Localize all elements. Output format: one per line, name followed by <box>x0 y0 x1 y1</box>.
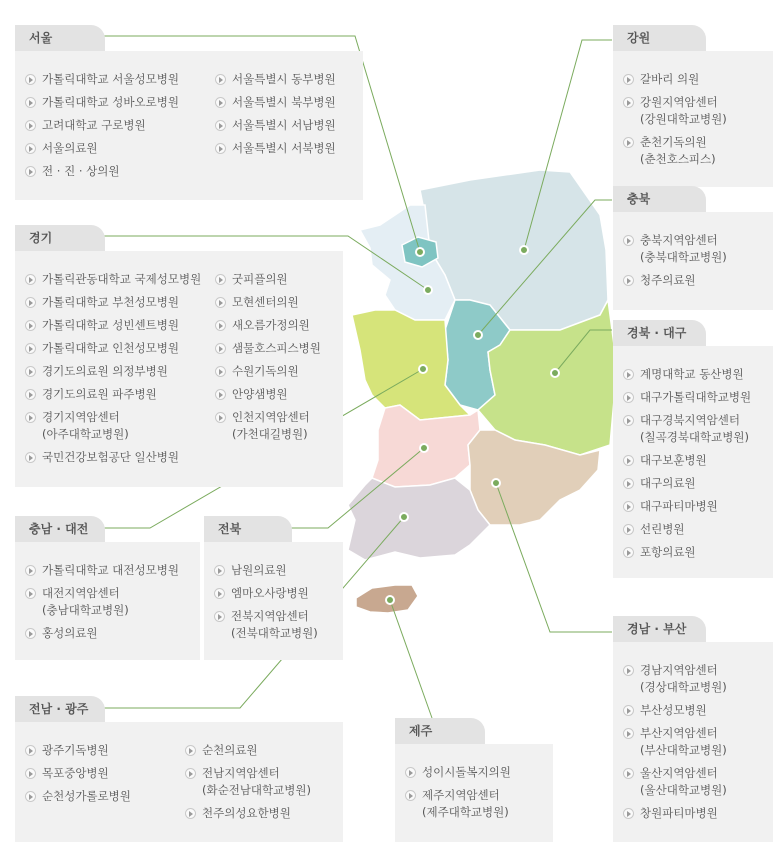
hospital-subname: (경상대학교병원) <box>640 680 727 694</box>
hospital-name: 모현센터의원 <box>232 295 299 309</box>
hospital-name: 대전지역암센터 <box>42 586 120 600</box>
bullet-arrow-icon <box>185 745 196 756</box>
hospital-link[interactable] <box>623 389 751 406</box>
hospital-name: 인천지역암센터 <box>232 410 310 424</box>
bullet-arrow-icon <box>405 790 416 801</box>
hospital-link[interactable] <box>185 765 311 799</box>
hospital-link[interactable] <box>215 340 321 357</box>
bullet-arrow-icon <box>215 97 226 108</box>
bullet-arrow-icon <box>215 143 226 154</box>
hospital-name: 광주기독병원 <box>42 743 109 757</box>
hospital-name: 순천의료원 <box>202 743 258 757</box>
hospital-link[interactable] <box>215 317 321 334</box>
bullet-arrow-icon <box>25 120 36 131</box>
hospital-link[interactable] <box>25 140 179 157</box>
region-panel-jeonnam <box>15 722 343 842</box>
hospital-name: 새오름가정의원 <box>232 318 310 332</box>
bullet-arrow-icon <box>25 143 36 154</box>
hospital-subname: (춘천호스피스) <box>640 152 716 166</box>
hospital-name: 서울특별시 북부병원 <box>232 95 336 109</box>
hospital-name: 서울특별시 서북병원 <box>232 141 336 155</box>
hospital-name: 대구보훈병원 <box>640 453 707 467</box>
hospital-subname: (부산대학교병원) <box>640 743 727 757</box>
hospital-link[interactable] <box>405 787 511 821</box>
hospital-link[interactable] <box>623 71 727 88</box>
hospital-name: 계명대학교 동산병원 <box>640 367 744 381</box>
hospital-link[interactable] <box>623 521 751 538</box>
hospital-subname: (강원대학교병원) <box>640 112 727 126</box>
hospital-name: 가톨릭대학교 성빈센트병원 <box>42 318 179 332</box>
hospital-link[interactable] <box>215 140 336 157</box>
hospital-list <box>405 764 511 827</box>
region-tab-gyeongbuk[interactable] <box>613 320 706 346</box>
leader-jeju <box>390 600 432 718</box>
region-tab-chungnam[interactable] <box>15 516 105 542</box>
hospital-link[interactable] <box>623 366 751 383</box>
dot-jeonbuk[interactable] <box>420 444 428 452</box>
hospital-link[interactable] <box>25 294 201 311</box>
bullet-arrow-icon <box>214 565 225 576</box>
bullet-arrow-icon <box>215 320 226 331</box>
hospital-subname: (아주대학교병원) <box>42 427 129 441</box>
region-title: 제주 <box>409 724 433 738</box>
hospital-subname: (화순전남대학교병원) <box>202 783 311 797</box>
region-tab-seoul[interactable] <box>15 25 105 51</box>
hospital-name: 춘천기독의원 <box>640 135 707 149</box>
region-panel-gyeongbuk <box>613 346 773 578</box>
hospital-name: 샘물호스피스병원 <box>232 341 321 355</box>
hospital-name: 대구경북지역암센터 <box>640 413 740 427</box>
hospital-link[interactable] <box>185 742 311 759</box>
hospital-link[interactable] <box>215 386 321 403</box>
dot-seoul[interactable] <box>416 248 424 256</box>
region-tab-gangwon[interactable] <box>613 25 706 51</box>
region-tab-jeonnam[interactable] <box>15 696 105 722</box>
bullet-arrow-icon <box>215 343 226 354</box>
region-title: 전남 · 광주 <box>29 702 89 716</box>
region-tab-chungbuk[interactable] <box>613 186 706 212</box>
hospital-name: 서울의료원 <box>42 141 98 155</box>
hospital-link[interactable] <box>623 94 727 128</box>
bullet-arrow-icon <box>215 74 226 85</box>
hospital-link[interactable] <box>25 788 131 805</box>
bullet-arrow-icon <box>25 320 36 331</box>
hospital-link[interactable] <box>623 662 727 696</box>
hospital-link[interactable] <box>25 163 179 180</box>
hospital-list <box>25 742 131 811</box>
hospital-link[interactable] <box>623 702 727 719</box>
hospital-link[interactable] <box>215 94 336 111</box>
region-title: 경기 <box>29 231 53 245</box>
hospital-link[interactable] <box>25 449 201 466</box>
dot-jeju[interactable] <box>386 596 394 604</box>
dot-chungbuk[interactable] <box>474 331 482 339</box>
hospital-name: 서울특별시 서남병원 <box>232 118 336 132</box>
region-panel-seoul <box>15 51 363 200</box>
hospital-name: 안양샘병원 <box>232 387 288 401</box>
hospital-link[interactable] <box>25 585 179 619</box>
hospital-link[interactable] <box>25 386 201 403</box>
hospital-link[interactable] <box>623 475 751 492</box>
region-tab-gyeongnam[interactable] <box>613 616 706 642</box>
bullet-arrow-icon <box>623 74 634 85</box>
region-tab-jeju[interactable] <box>395 718 485 744</box>
hospital-list <box>25 271 201 472</box>
bullet-arrow-icon <box>215 412 226 423</box>
region-tab-gyeonggi[interactable] <box>15 225 105 251</box>
hospital-subname: (가천대길병원) <box>232 427 308 441</box>
hospital-link[interactable] <box>25 117 179 134</box>
hospital-name: 성이시돌복지의원 <box>422 765 511 779</box>
hospital-name: 선린병원 <box>640 522 685 536</box>
region-title: 경남 · 부산 <box>627 622 687 636</box>
hospital-list <box>215 271 321 449</box>
hospital-subname: (울산대학교병원) <box>640 783 727 797</box>
hospital-name: 대구가톨릭대학교병원 <box>640 390 752 404</box>
hospital-link[interactable] <box>623 452 751 469</box>
hospital-name: 엠마오사랑병원 <box>231 586 309 600</box>
bullet-arrow-icon <box>25 74 36 85</box>
bullet-arrow-icon <box>623 478 634 489</box>
hospital-link[interactable] <box>25 340 201 357</box>
hospital-link[interactable] <box>185 805 311 822</box>
bullet-arrow-icon <box>25 745 36 756</box>
bullet-arrow-icon <box>623 524 634 535</box>
hospital-name: 경남지역암센터 <box>640 663 718 677</box>
map-region-jeonnam[interactable] <box>348 478 490 560</box>
hospital-link[interactable] <box>215 271 321 288</box>
bullet-arrow-icon <box>215 297 226 308</box>
bullet-arrow-icon <box>25 389 36 400</box>
bullet-arrow-icon <box>623 455 634 466</box>
hospital-link[interactable] <box>215 117 336 134</box>
bullet-arrow-icon <box>25 588 36 599</box>
dot-jeonnam[interactable] <box>400 513 408 521</box>
hospital-name: 대구의료원 <box>640 476 696 490</box>
hospital-link[interactable] <box>25 271 201 288</box>
hospital-name: 경기지역암센터 <box>42 410 120 424</box>
hospital-name: 순천성가롤로병원 <box>42 789 131 803</box>
region-title: 경북 · 대구 <box>627 326 687 340</box>
bullet-arrow-icon <box>214 611 225 622</box>
bullet-arrow-icon <box>185 808 196 819</box>
region-panel-jeju <box>395 744 553 842</box>
hospital-link[interactable] <box>25 363 201 380</box>
hospital-subname: (전북대학교병원) <box>231 626 318 640</box>
hospital-link[interactable] <box>25 625 179 642</box>
hospital-link[interactable] <box>25 94 179 111</box>
bullet-arrow-icon <box>25 343 36 354</box>
bullet-arrow-icon <box>25 628 36 639</box>
bullet-arrow-icon <box>623 705 634 716</box>
hospital-link[interactable] <box>25 742 131 759</box>
bullet-arrow-icon <box>215 389 226 400</box>
hospital-name: 제주지역암센터 <box>422 788 500 802</box>
bullet-arrow-icon <box>215 274 226 285</box>
bullet-arrow-icon <box>623 415 634 426</box>
hospital-name: 가톨릭대학교 인천성모병원 <box>42 341 179 355</box>
hospital-link[interactable] <box>25 71 179 88</box>
region-panel-chungnam <box>15 542 200 660</box>
hospital-list <box>214 562 318 648</box>
hospital-link[interactable] <box>215 71 336 88</box>
hospital-name: 경기도의료원 파주병원 <box>42 387 157 401</box>
bullet-arrow-icon <box>623 501 634 512</box>
hospital-name: 충북지역암센터 <box>640 233 718 247</box>
hospital-list <box>623 71 727 174</box>
region-tab-jeonbuk[interactable] <box>204 516 292 542</box>
bullet-arrow-icon <box>25 565 36 576</box>
bullet-arrow-icon <box>25 166 36 177</box>
region-title: 전북 <box>218 522 242 536</box>
bullet-arrow-icon <box>623 728 634 739</box>
bullet-arrow-icon <box>623 97 634 108</box>
hospital-name: 가톨릭관동대학교 국제성모병원 <box>42 272 202 286</box>
hospital-link[interactable] <box>623 725 727 759</box>
hospital-name: 가톨릭대학교 대전성모병원 <box>42 563 179 577</box>
hospital-name: 경기도의료원 의정부병원 <box>42 364 168 378</box>
hospital-link[interactable] <box>25 409 201 443</box>
hospital-name: 대구파티마병원 <box>640 499 718 513</box>
bullet-arrow-icon <box>25 452 36 463</box>
hospital-link[interactable] <box>623 412 751 446</box>
hospital-list <box>215 71 336 163</box>
dot-gyeongnam[interactable] <box>492 479 500 487</box>
bullet-arrow-icon <box>623 235 634 246</box>
bullet-arrow-icon <box>214 588 225 599</box>
hospital-name: 목포중앙병원 <box>42 766 109 780</box>
bullet-arrow-icon <box>25 791 36 802</box>
hospital-name: 천주의성요한병원 <box>202 806 291 820</box>
hospital-name: 강원지역암센터 <box>640 95 718 109</box>
region-panel-gangwon <box>613 51 773 187</box>
hospital-list <box>623 366 751 567</box>
hospital-link[interactable] <box>405 764 511 781</box>
region-title: 충남 · 대전 <box>29 522 89 536</box>
bullet-arrow-icon <box>623 547 634 558</box>
hospital-name: 홍성의료원 <box>42 626 98 640</box>
hospital-link[interactable] <box>623 232 727 266</box>
hospital-name: 굿피플의원 <box>232 272 288 286</box>
hospital-link[interactable] <box>215 363 321 380</box>
bullet-arrow-icon <box>215 120 226 131</box>
region-panel-gyeonggi <box>15 251 343 487</box>
bullet-arrow-icon <box>25 366 36 377</box>
dot-gangwon[interactable] <box>520 246 528 254</box>
hospital-subname: (제주대학교병원) <box>422 805 509 819</box>
hospital-name: 창원파티마병원 <box>640 806 718 820</box>
hospital-list <box>185 742 311 828</box>
region-title: 강원 <box>627 31 651 45</box>
hospital-name: 청주의료원 <box>640 273 696 287</box>
hospital-link[interactable] <box>215 409 321 443</box>
bullet-arrow-icon <box>185 768 196 779</box>
hospital-list <box>623 662 727 828</box>
bullet-arrow-icon <box>25 412 36 423</box>
bullet-arrow-icon <box>25 274 36 285</box>
hospital-name: 서울특별시 동부병원 <box>232 72 336 86</box>
hospital-link[interactable] <box>623 544 751 561</box>
hospital-name: 갈바리 의원 <box>640 72 700 86</box>
hospital-link[interactable] <box>623 498 751 515</box>
bullet-arrow-icon <box>623 137 634 148</box>
bullet-arrow-icon <box>623 369 634 380</box>
hospital-name: 가톨릭대학교 성바오로병원 <box>42 95 179 109</box>
hospital-name: 부산성모병원 <box>640 703 707 717</box>
hospital-link[interactable] <box>623 272 727 289</box>
hospital-subname: (칠곡경북대학교병원) <box>640 430 749 444</box>
dot-gyeongbuk[interactable] <box>551 369 559 377</box>
hospital-name: 가톨릭대학교 부천성모병원 <box>42 295 179 309</box>
bullet-arrow-icon <box>25 768 36 779</box>
hospital-link[interactable] <box>214 585 318 602</box>
hospital-link[interactable] <box>215 294 321 311</box>
hospital-list <box>623 232 727 295</box>
hospital-list <box>25 71 179 186</box>
hospital-name: 울산지역암센터 <box>640 766 718 780</box>
region-panel-jeonbuk <box>204 542 343 660</box>
bullet-arrow-icon <box>25 297 36 308</box>
bullet-arrow-icon <box>623 768 634 779</box>
hospital-link[interactable] <box>25 562 179 579</box>
hospital-subname: (충남대학교병원) <box>42 603 129 617</box>
bullet-arrow-icon <box>405 767 416 778</box>
dot-gyeonggi[interactable] <box>424 286 432 294</box>
region-panel-gyeongnam <box>613 642 773 842</box>
bullet-arrow-icon <box>623 808 634 819</box>
hospital-list <box>25 562 179 648</box>
hospital-name: 수원기독의원 <box>232 364 299 378</box>
hospital-link[interactable] <box>623 134 727 168</box>
hospital-link[interactable] <box>25 317 201 334</box>
region-panel-chungbuk <box>613 212 773 310</box>
hospital-name: 남원의료원 <box>231 563 287 577</box>
region-title: 서울 <box>29 31 53 45</box>
hospital-link[interactable] <box>214 562 318 579</box>
bullet-arrow-icon <box>623 275 634 286</box>
bullet-arrow-icon <box>623 392 634 403</box>
hospital-name: 국민건강보험공단 일산병원 <box>42 450 179 464</box>
hospital-name: 전남지역암센터 <box>202 766 280 780</box>
region-title: 충북 <box>627 192 651 206</box>
hospital-link[interactable] <box>623 805 727 822</box>
hospital-name: 부산지역암센터 <box>640 726 718 740</box>
hospital-name: 전 · 진 · 상의원 <box>42 164 120 178</box>
hospital-link[interactable] <box>25 765 131 782</box>
hospital-name: 포항의료원 <box>640 545 696 559</box>
hospital-name: 가톨릭대학교 서울성모병원 <box>42 72 179 86</box>
hospital-name: 고려대학교 구로병원 <box>42 118 146 132</box>
bullet-arrow-icon <box>215 366 226 377</box>
bullet-arrow-icon <box>623 665 634 676</box>
bullet-arrow-icon <box>25 97 36 108</box>
hospital-name: 전북지역암센터 <box>231 609 309 623</box>
hospital-subname: (충북대학교병원) <box>640 250 727 264</box>
hospital-link[interactable] <box>214 608 318 642</box>
dot-chungnam[interactable] <box>419 365 427 373</box>
hospital-link[interactable] <box>623 765 727 799</box>
